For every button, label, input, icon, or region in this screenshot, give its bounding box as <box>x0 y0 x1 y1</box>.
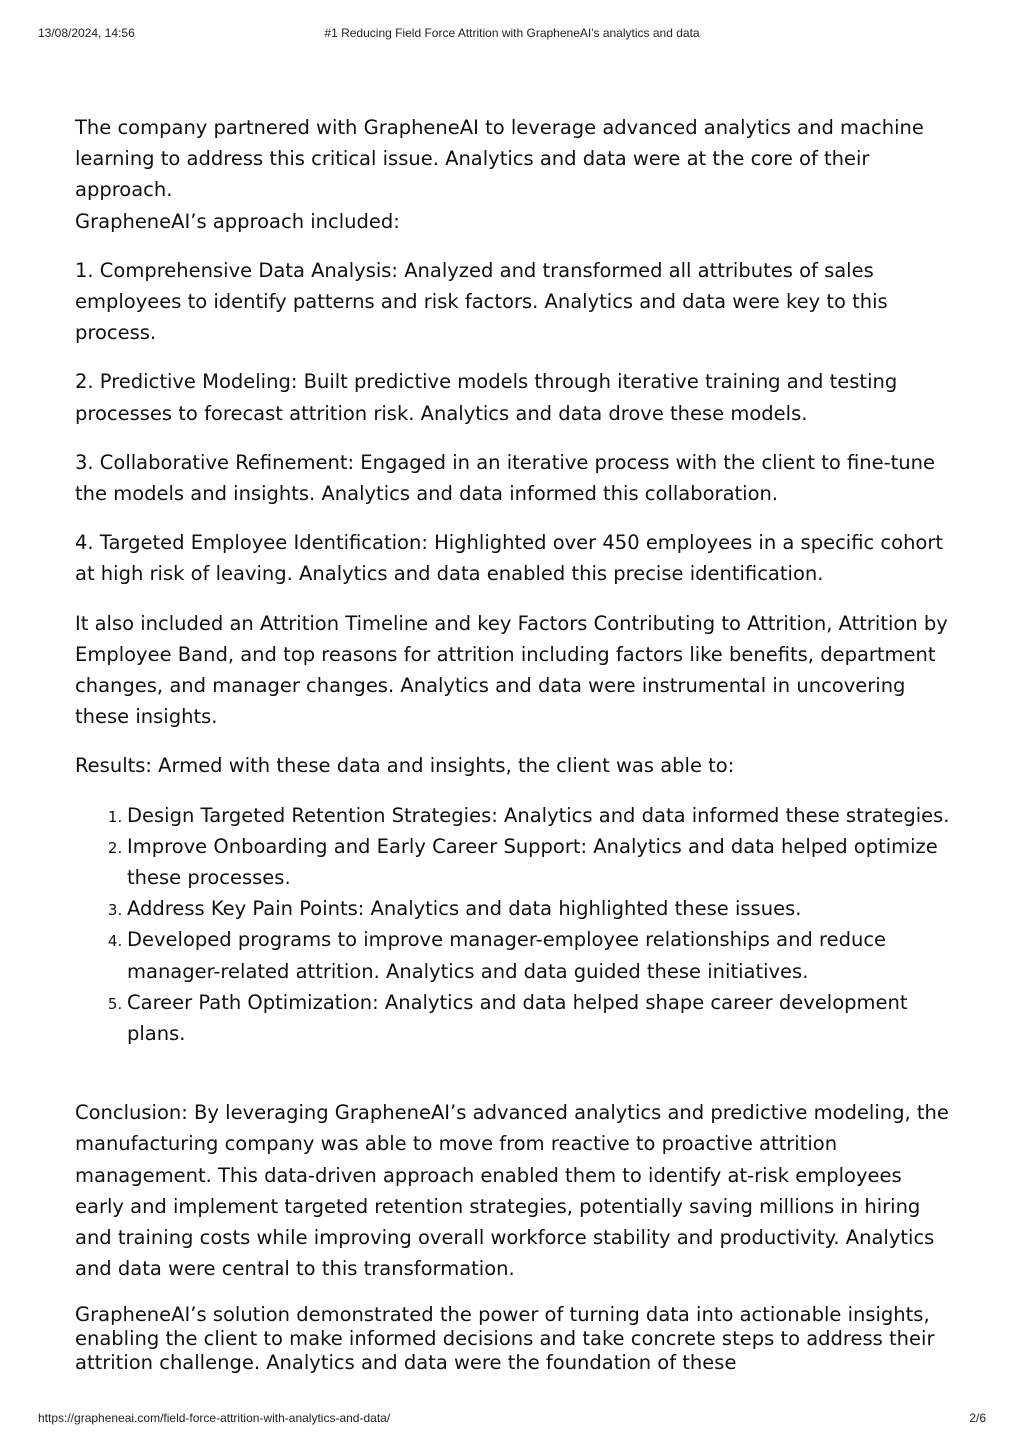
results-list <box>75 800 951 1050</box>
print-page-number: 2/6 <box>969 1411 986 1425</box>
results-item-3: 3. Address Key Pain Points: Analytics and data highlighted these issues. <box>127 893 951 924</box>
results-item-5: 5. Career Path Optimization: Analytics and data helped shape career development plans. <box>127 987 951 1049</box>
approach-item-4: 4. Targeted Employee Identification: Highlighted over 450 employees in a specific cohort at high risk of leaving. Analytics and data enabled this precise identification. <box>75 531 944 586</box>
approach-item-1: 1. Comprehensive Data Analysis: Analyzed and transformed all attributes of sales employees to identify patterns and risk factors. Analytics and data were key to this process. <box>75 258 888 345</box>
conclusion-paragraph: Conclusion: By leveraging GrapheneAI’s advanced analytics and predictive modeling, the manufacturing company was able to move from reactive to proactive attrition management. This data-driven approach enabled them to identify at-risk employees early and implement targeted retention strategies, potentially saving millions in hiring and training costs while improving overall workforce stability and productivity. Analytics and data were central to this transformation. <box>75 1101 949 1281</box>
closing-paragraph: GrapheneAI’s solution demonstrated the power of turning data into actionable insights, enabling the client to make informed decisions and take concrete steps to address their attrition challenge. Analytics and data were the foundation of these <box>75 1302 935 1374</box>
approach-heading: GrapheneAI’s approach included: <box>75 209 400 233</box>
intro-paragraph: The company partnered with GrapheneAI to leverage advanced analytics and machine learning to address this critical issue. Analytics and data were at the core of their approach. <box>75 116 924 202</box>
print-url: https://grapheneai.com/field-force-attrition-with-analytics-and-data/ <box>38 1411 391 1425</box>
timeline-paragraph: It also included an Attrition Timeline and key Factors Contributing to Attrition, Attrition by Employee Band, and top reasons for attrition including factors like benefits, department changes, and manager changes. Analytics and data were instrumental in uncovering these insights. <box>75 611 948 729</box>
results-item-1: 1. Design Targeted Retention Strategies: Analytics and data informed these strategies. <box>127 800 951 831</box>
results-heading: Results: Armed with these data and insights, the client was able to: <box>75 754 735 778</box>
approach-item-3: 3. Collaborative Refinement: Engaged in an iterative process with the client to fine-tune the models and insights. Analytics and data informed this collaboration. <box>75 450 936 506</box>
print-datetime: 13/08/2024, 14:56 <box>38 26 135 40</box>
print-page-title: #1 Reducing Field Force Attrition with GrapheneAI's analytics and data <box>324 26 700 40</box>
approach-item-2: 2. Predictive Modeling: Built predictive models through iterative training and testing processes to forecast attrition risk. Analytics and data drove these models. <box>75 370 898 425</box>
print-footer <box>38 1411 986 1427</box>
article-body <box>75 112 951 1393</box>
results-item-4: 4. Developed programs to improve manager-employee relationships and reduce manager-related attrition. Analytics and data guided these initiatives. <box>127 924 951 986</box>
results-item-2: 2. Improve Onboarding and Early Career Support: Analytics and data helped optimize these processes. <box>127 831 951 893</box>
print-header <box>38 26 986 42</box>
